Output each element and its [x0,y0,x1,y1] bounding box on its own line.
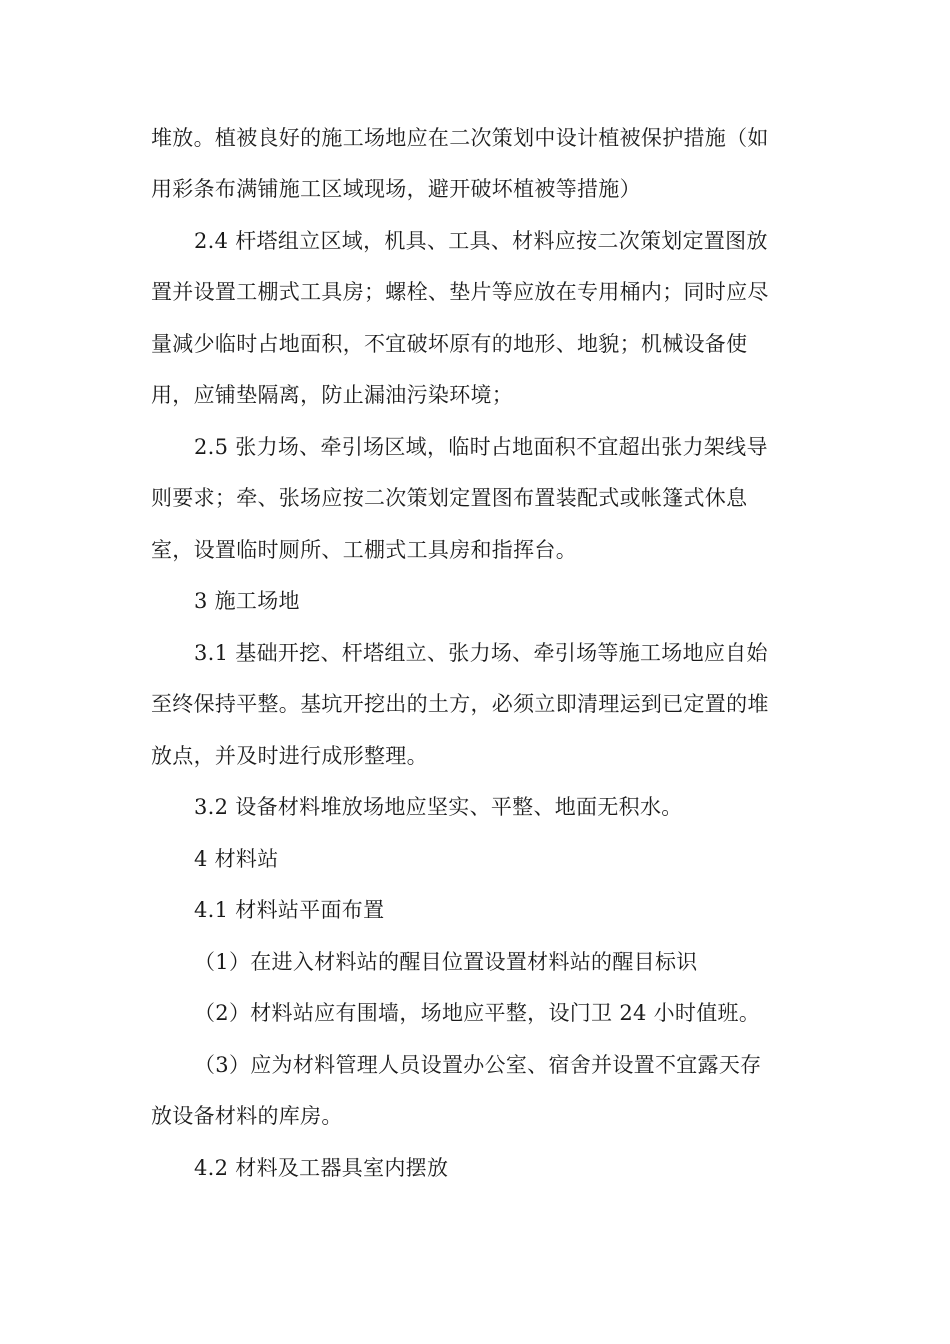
paragraph-line: 则要求；牵、张场应按二次策划定置图布置装配式或帐篷式休息 [151,486,748,510]
list-item: （3）应为材料管理人员设置办公室、宿舍并设置不宜露天存 [194,1053,762,1077]
paragraph-line: 置并设置工棚式工具房；螺栓、垫片等应放在专用桶内；同时应尽 [151,280,769,304]
paragraph-line: 量减少临时占地面积，不宜破坏原有的地形、地貌；机械设备使 [151,332,748,356]
paragraph-line: 至终保持平整。基坑开挖出的土方，必须立即清理运到已定置的堆 [151,692,769,716]
paragraph-line: 3.2 设备材料堆放场地应坚实、平整、地面无积水。 [194,795,683,819]
paragraph-line: 堆放。植被良好的施工场地应在二次策划中设计植被保护措施（如 [151,126,769,150]
paragraph-line: 2.4 杆塔组立区域，机具、工具、材料应按二次策划定置图放 [194,229,768,253]
section-heading: 4 材料站 [194,847,279,871]
paragraph-line: 用彩条布满铺施工区域现场，避开破坏植被等措施） [151,177,641,201]
paragraph-line: 放设备材料的库房。 [151,1104,343,1128]
list-item: （1）在进入材料站的醒目位置设置材料站的醒目标识 [194,950,698,974]
section-heading: 3 施工场地 [194,589,300,613]
paragraph-line: 2.5 张力场、牵引场区域，临时占地面积不宜超出张力架线导 [194,435,768,459]
paragraph-line: 3.1 基础开挖、杆塔组立、张力场、牵引场等施工场地应自始 [194,641,768,665]
subsection-heading: 4.1 材料站平面布置 [194,898,385,922]
paragraph-line: 放点，并及时进行成形整理。 [151,744,428,768]
subsection-heading: 4.2 材料及工器具室内摆放 [194,1156,449,1180]
list-item: （2）材料站应有围墙，场地应平整，设门卫 24 小时值班。 [194,1001,761,1025]
paragraph-line: 用，应铺垫隔离，防止漏油污染环境； [151,383,514,407]
paragraph-line: 室，设置临时厕所、工棚式工具房和指挥台。 [151,538,577,562]
